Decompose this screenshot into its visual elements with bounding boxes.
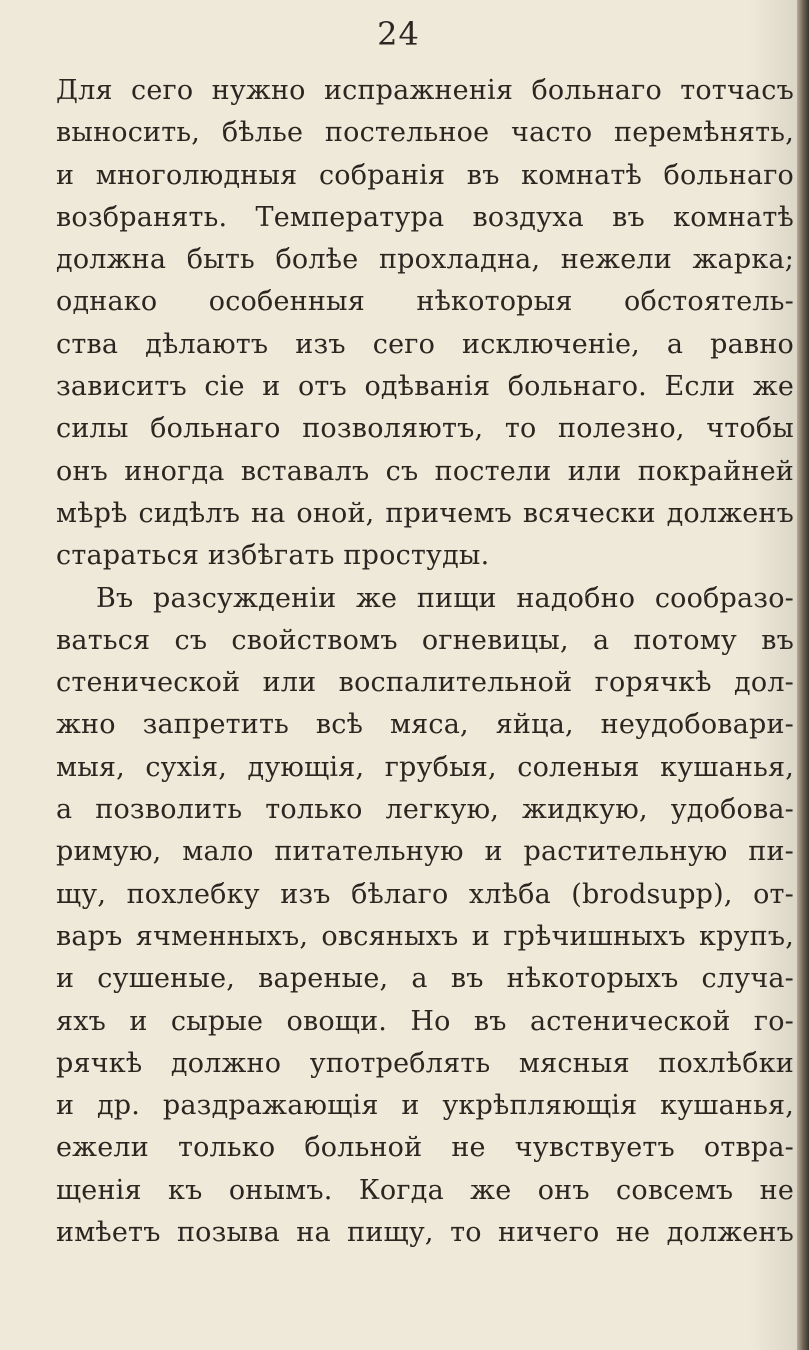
text-line: щенія къ онымъ. Когда же онъ совсемъ не xyxy=(56,1174,794,1206)
text-line: ваться съ свойствомъ огневицы, а потому въ xyxy=(56,624,794,656)
page-number: 24 xyxy=(377,15,420,53)
text-line: мыя, сухія, дующія, грубыя, соленыя кушанья, xyxy=(56,751,794,783)
text-line: и др. раздражающія и укрѣпляющія кушанья, xyxy=(56,1090,794,1122)
text-line: имѣетъ позыва на пищу, то ничего не долженъ xyxy=(56,1217,794,1249)
text-line: яхъ и сырые овощи. Но въ астенической го- xyxy=(56,1005,794,1037)
body-text xyxy=(56,70,794,1254)
text-line: и сушеные, вареные, а въ нѣкоторыхъ случа- xyxy=(56,963,794,995)
text-line: ства дѣлаютъ изъ сего исключеніе, а равно xyxy=(56,328,794,360)
text-line: щу, похлебку изъ бѣлаго хлѣба (brodsupp), от- xyxy=(56,878,794,910)
text-line: выносить, бѣлье постельное часто перемѣнять, xyxy=(56,117,794,149)
text-line: варъ ячменныхъ, овсяныхъ и грѣчишныхъ крупъ, xyxy=(56,920,794,952)
text-line: Для сего нужно испражненія больнаго тотчасъ xyxy=(56,75,794,106)
text-line: однако особенныя нѣкоторыя обстоятель- xyxy=(56,286,794,318)
text-line: мѣрѣ сидѣлъ на оной, причемъ всячески долженъ xyxy=(56,497,794,529)
text-line: жно запретить всѣ мяса, яйца, неудобовари- xyxy=(56,709,794,741)
text-line: возбранять. Температура воздуха въ комнатѣ xyxy=(56,201,794,233)
text-line: стараться избѣгать простуды. xyxy=(56,540,490,572)
text-line: и многолюдныя собранія въ комнатѣ больнаго xyxy=(56,159,794,191)
page-edge-shadow xyxy=(797,0,809,1350)
text-line: онъ иногда вставалъ съ постели или покрайней xyxy=(56,455,794,487)
text-line: зависитъ сіе и отъ одѣванія больнаго. Если же xyxy=(56,371,794,403)
text-line: должна быть болѣе прохладна, нежели жарка; xyxy=(56,244,794,276)
text-line: римую, мало питательную и растительную пи- xyxy=(56,836,794,868)
text-line: силы больнаго позволяютъ, то полезно, чтобы xyxy=(56,413,794,445)
text-line: рячкѣ должно употреблять мясныя похлѣбки xyxy=(56,1047,794,1079)
text-line: ежели только больной не чувствуетъ отвра- xyxy=(56,1132,794,1164)
text-line: стенической или воспалительной горячкѣ дол- xyxy=(56,667,794,699)
text-line: Въ разсужденіи же пищи надобно сообразо- xyxy=(96,582,794,614)
text-line: а позволить только легкую, жидкую, удобова- xyxy=(56,794,794,826)
